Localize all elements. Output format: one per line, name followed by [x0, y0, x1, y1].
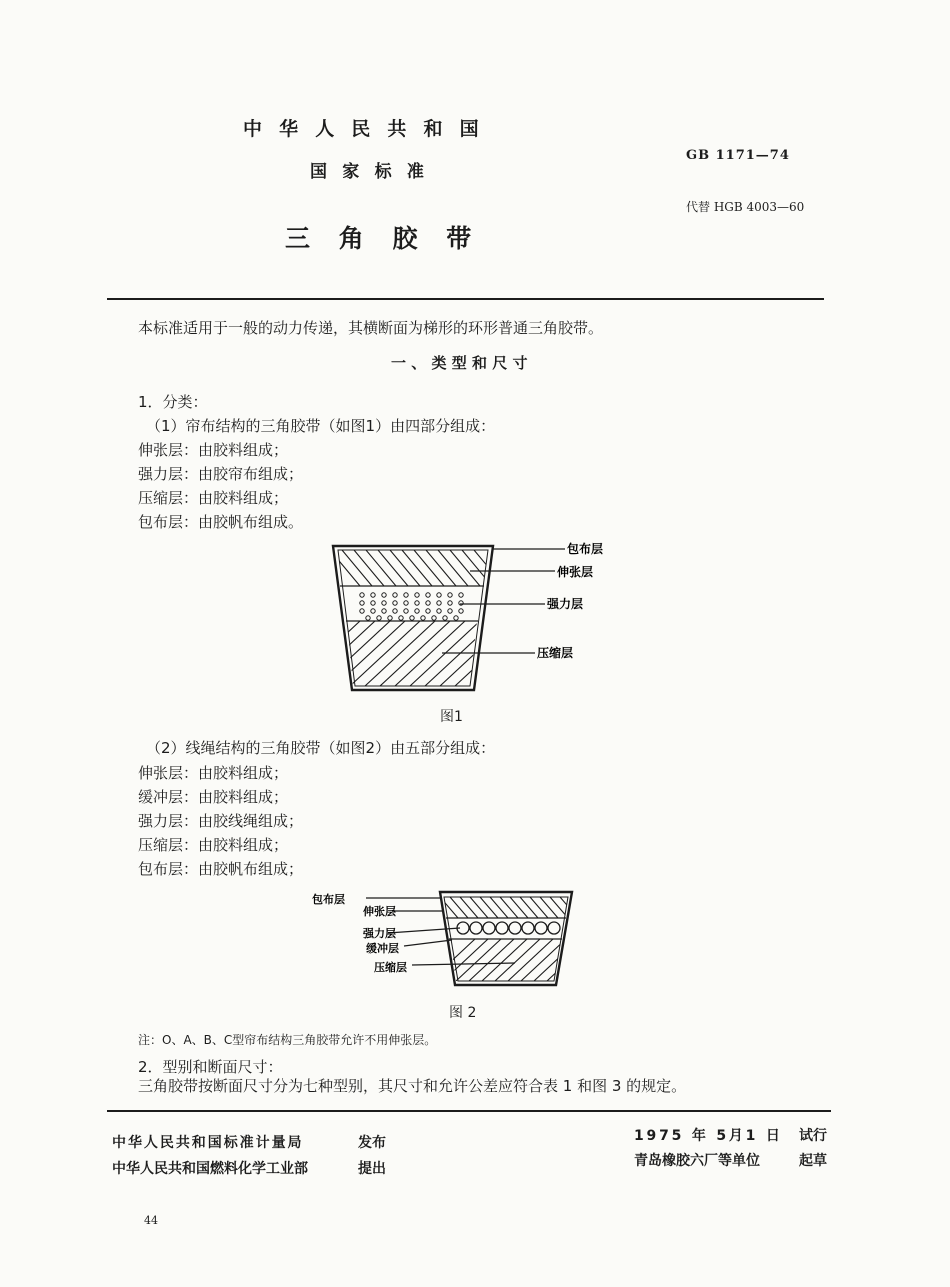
cord-layer-tension: 伸张层：由胶料组成；	[138, 441, 289, 459]
figure1-cross-section	[320, 538, 620, 698]
document-title: 三角胶带	[285, 224, 501, 253]
wire-layer-tension: 伸张层：由胶料组成；	[138, 764, 289, 782]
figure1-inner-wrap	[338, 550, 488, 686]
national-standard-label: 国家标准	[310, 162, 440, 182]
figure1-label-compression: 压缩层	[537, 646, 574, 660]
figure2-cross-section	[300, 885, 590, 995]
figure1-tension-hatch	[330, 550, 504, 586]
country-name: 中华人民共和国	[243, 118, 496, 140]
wire-cord-intro: （2）线绳结构的三角胶带（如图2）由五部分组成：	[146, 739, 496, 757]
figure2-strength-cords	[457, 922, 560, 934]
section2-text: 三角胶带按断面尺寸分为七种型别，其尺寸和允许公差应符合表 1 和图 3 的规定。	[138, 1077, 687, 1095]
figure2-caption: 图 2	[449, 1005, 477, 1021]
wire-layer-compression: 压缩层：由胶料组成；	[138, 836, 289, 854]
figure2-label-strength: 强力层	[363, 927, 396, 940]
figure2-tension-hatch	[440, 897, 578, 918]
page-number: 44	[144, 1214, 158, 1227]
scope-text: 本标准适用于一般的动力传递，其横断面为梯形的环形普通三角胶带。	[138, 319, 604, 337]
cord-layer-wrap: 包布层：由胶帆布组成。	[138, 513, 304, 531]
wire-layer-cushion: 缓冲层：由胶料组成；	[138, 788, 289, 806]
section2-heading: 2．型别和断面尺寸：	[138, 1058, 283, 1076]
trial-date: 1975 年 5月1 日	[634, 1128, 783, 1144]
classification-heading: 1．分类：	[138, 393, 208, 411]
cord-fabric-intro: （1）帘布结构的三角胶带（如图1）由四部分组成：	[146, 417, 496, 435]
figure2-label-wrap: 包布层	[312, 893, 345, 906]
proposer-name: 中华人民共和国燃料化学工业部	[112, 1161, 308, 1177]
figure1-strength-cords	[360, 593, 463, 620]
wire-layer-wrap: 包布层：由胶帆布组成；	[138, 860, 304, 878]
drafted-label: 起草	[799, 1153, 827, 1169]
figure1-caption: 图1	[440, 709, 463, 725]
issued-label: 发布	[358, 1135, 386, 1151]
cord-layer-compression: 压缩层：由胶料组成；	[138, 489, 289, 507]
figure2-label-tension: 伸张层	[363, 905, 396, 918]
figure1-label-strength: 强力层	[547, 597, 584, 611]
figure1-label-tension: 伸张层	[557, 565, 594, 579]
cord-layer-strength: 强力层：由胶帘布组成；	[138, 465, 304, 483]
issuer-name: 中华人民共和国标准计量局	[112, 1135, 304, 1151]
proposed-label: 提出	[358, 1161, 386, 1177]
standard-code: GB 1171—74	[686, 148, 790, 163]
trial-label: 试行	[799, 1128, 827, 1144]
figure1-label-wrap: 包布层	[567, 542, 604, 556]
section1-heading: 一、类型和尺寸	[391, 354, 533, 372]
wire-layer-strength: 强力层：由胶线绳组成；	[138, 812, 304, 830]
replaces-code: 代替 HGB 4003—60	[686, 200, 805, 214]
note-text: 注：O、A、B、C型帘布结构三角胶带允许不用伸张层。	[138, 1033, 437, 1047]
bottom-rule	[107, 1110, 831, 1112]
figure2-label-compression: 压缩层	[374, 961, 407, 974]
top-rule	[107, 298, 824, 300]
figure2-label-cushion: 缓冲层	[366, 942, 399, 955]
drafter-name: 青岛橡胶六厂等单位	[634, 1153, 760, 1169]
